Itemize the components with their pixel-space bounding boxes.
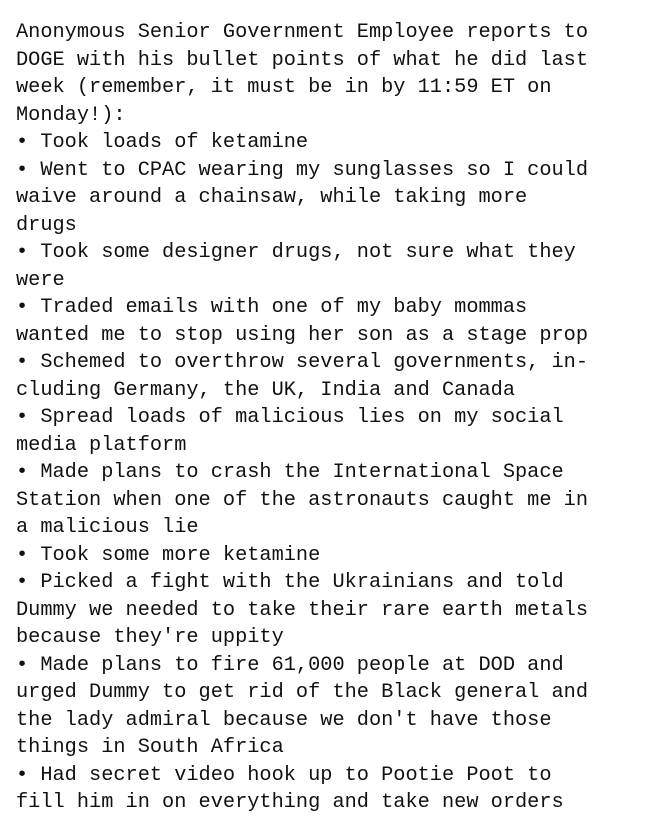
bullet-line: were <box>16 268 65 292</box>
bullet-item <box>16 404 650 459</box>
bullet-line: • Picked a fight with the Ukrainians and told <box>16 571 564 594</box>
bullet-line: media platform <box>16 433 187 457</box>
bullet-line: • Had secret video hook up to Pootie Poot to <box>16 763 552 787</box>
bullet-item <box>16 239 650 294</box>
bullet-line: • Went to CPAC wearing my sunglasses so I could <box>16 158 589 182</box>
bullet-line: Dummy we needed to take their rare earth metals <box>16 598 589 622</box>
intro-line: DOGE with his bullet points of what he did last <box>16 48 589 72</box>
bullet-item <box>16 129 650 157</box>
bullet-item <box>16 349 650 404</box>
bullet-line: • Took some more ketamine <box>16 543 321 567</box>
bullet-line: Station when one of the astronauts caught me in <box>16 488 589 512</box>
bullet-item <box>16 294 650 349</box>
bullet-line: cluding Germany, the UK, India and Canada <box>16 378 515 402</box>
bullet-line: • Took loads of ketamine <box>16 131 309 154</box>
bullet-line: • Spread loads of malicious lies on my social <box>16 406 564 429</box>
intro-paragraph <box>16 19 650 129</box>
bullet-item <box>16 569 650 652</box>
bullet-line: things in South Africa <box>16 736 284 759</box>
bullet-list <box>16 129 650 817</box>
bullet-item <box>16 762 650 817</box>
bullet-line: wanted me to stop using her son as a stage prop <box>16 323 589 347</box>
intro-line: week (remember, it must be in by 11:59 ET on <box>16 76 552 99</box>
bullet-item <box>16 157 650 240</box>
bullet-line: drugs <box>16 213 77 237</box>
bullet-item <box>16 652 650 762</box>
bullet-line: the lady admiral because we don't have those <box>16 708 552 732</box>
bullet-item <box>16 459 650 542</box>
intro-line: Anonymous Senior Government Employee reports to <box>16 21 589 44</box>
bullet-line: urged Dummy to get rid of the Black general and <box>16 681 589 704</box>
bullet-line: fill him in on everything and take new orders <box>16 791 564 814</box>
bullet-line: • Schemed to overthrow several governments, in- <box>16 351 589 374</box>
bullet-line: a malicious lie <box>16 516 199 539</box>
intro-line: Monday!): <box>16 103 126 127</box>
bullet-line: • Made plans to fire 61,000 people at DOD and <box>16 653 564 677</box>
bullet-line: • Made plans to crash the International Space <box>16 461 564 484</box>
bullet-line: waive around a chainsaw, while taking more <box>16 186 528 209</box>
bullet-line: • Took some designer drugs, not sure what they <box>16 241 576 264</box>
bullet-item <box>16 542 650 570</box>
bullet-line: • Traded emails with one of my baby mommas <box>16 296 528 319</box>
bullet-line: because they're uppity <box>16 626 284 649</box>
